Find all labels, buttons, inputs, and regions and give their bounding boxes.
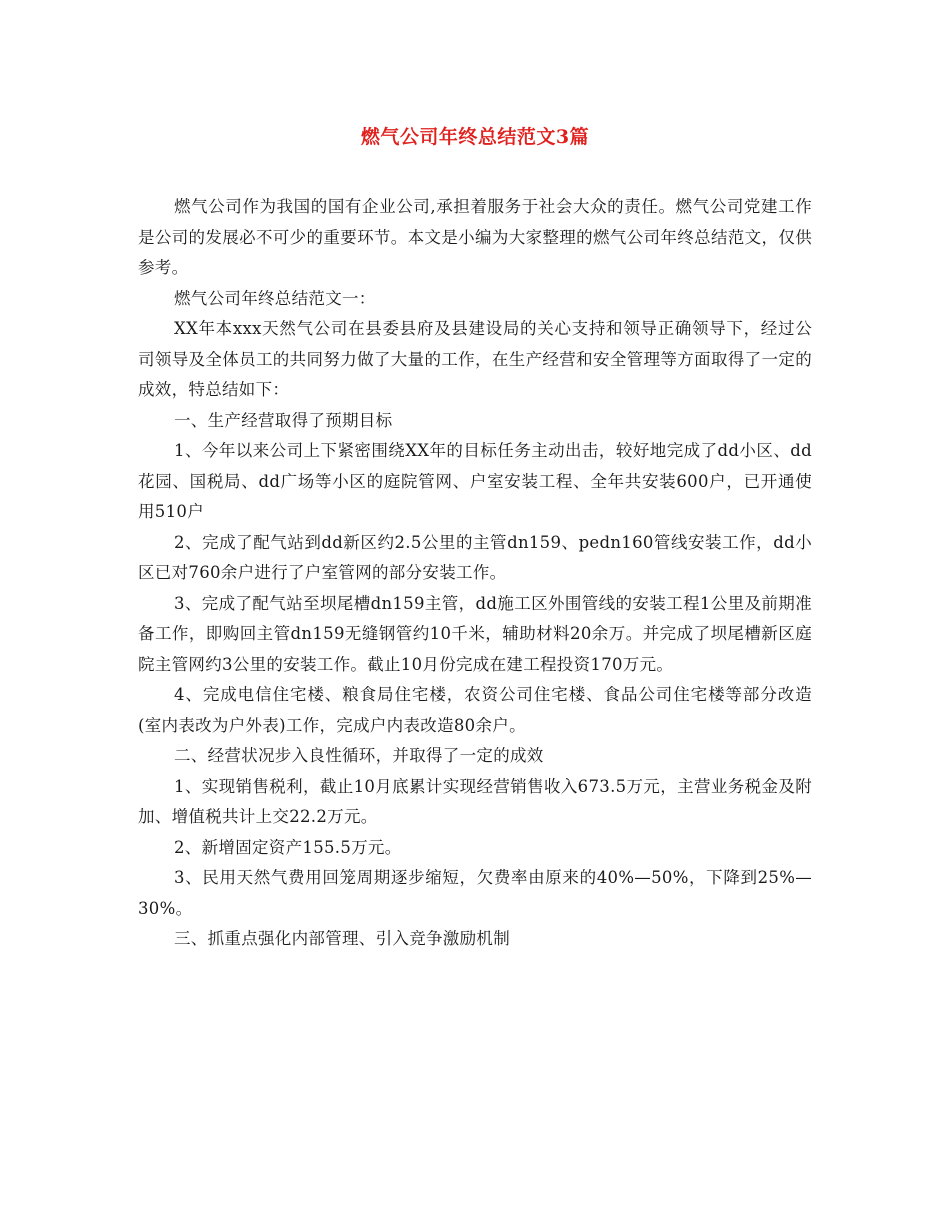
paragraph-item-1-3: 3、完成了配气站至坝尾槽dn159主管，dd施工区外围管线的安装工程1公里及前期准备工作，即购回主管dn159无缝钢管约10千米，辅助材料20余万。并完成了坝尾槽新区庭院主管网约3公里的安装工作。截止10月份完成在建工程投资170万元。	[138, 593, 812, 674]
paragraph-overview: XX年本xxx天然气公司在县委县府及县建设局的关心支持和领导正确领导下，经过公司领导及全体员工的共同努力做了大量的工作，在生产经营和安全管理等方面取得了一定的成效，特总结如下：	[138, 319, 812, 399]
paragraph-item-1-4: 4、完成电信住宅楼、粮食局住宅楼，农资公司住宅楼、食品公司住宅楼等部分改造(室内表改为户外表)工作，完成户内表改造80余户。	[138, 685, 812, 735]
paragraph-item-1-1: 1、今年以来公司上下紧密围绕XX年的目标任务主动出击，较好地完成了dd小区、dd花园、国税局、dd广场等小区的庭院管网、户室安装工程、全年共安装600户，已开通使用510户	[138, 441, 812, 521]
paragraph-item-2-2: 2、新增固定资产155.5万元。	[174, 837, 402, 857]
document-body	[138, 192, 812, 955]
section-heading-2: 二、经营状况步入良性循环，并取得了一定的成效	[174, 746, 544, 765]
paragraph-heading-sample-one: 燃气公司年终总结范文一：	[174, 288, 376, 308]
paragraph-item-2-1: 1、实现销售税利，截止10月底累计实现经营销售收入673.5万元，主营业务税金及附加、增值税共计上交22.2万元。	[138, 776, 812, 826]
document-title: 燃气公司年终总结范文3篇	[360, 126, 590, 148]
paragraph-item-2-3: 3、民用天然气费用回笼周期逐步缩短，欠费率由原来的40%—50%，下降到25%—30%。	[138, 868, 812, 918]
section-heading-3: 三、抓重点强化内部管理、引入竞争激励机制	[174, 929, 510, 948]
paragraph-intro: 燃气公司作为我国的国有企业公司,承担着服务于社会大众的责任。燃气公司党建工作是公司的发展必不可少的重要环节。本文是小编为大家整理的燃气公司年终总结范文，仅供参考。	[138, 197, 812, 277]
section-heading-1: 一、生产经营取得了预期目标	[174, 410, 393, 430]
paragraph-item-1-2: 2、完成了配气站到dd新区约2.5公里的主管dn159、pedn160管线安装工作，dd小区已对760余户进行了户室管网的部分安装工作。	[138, 532, 812, 582]
